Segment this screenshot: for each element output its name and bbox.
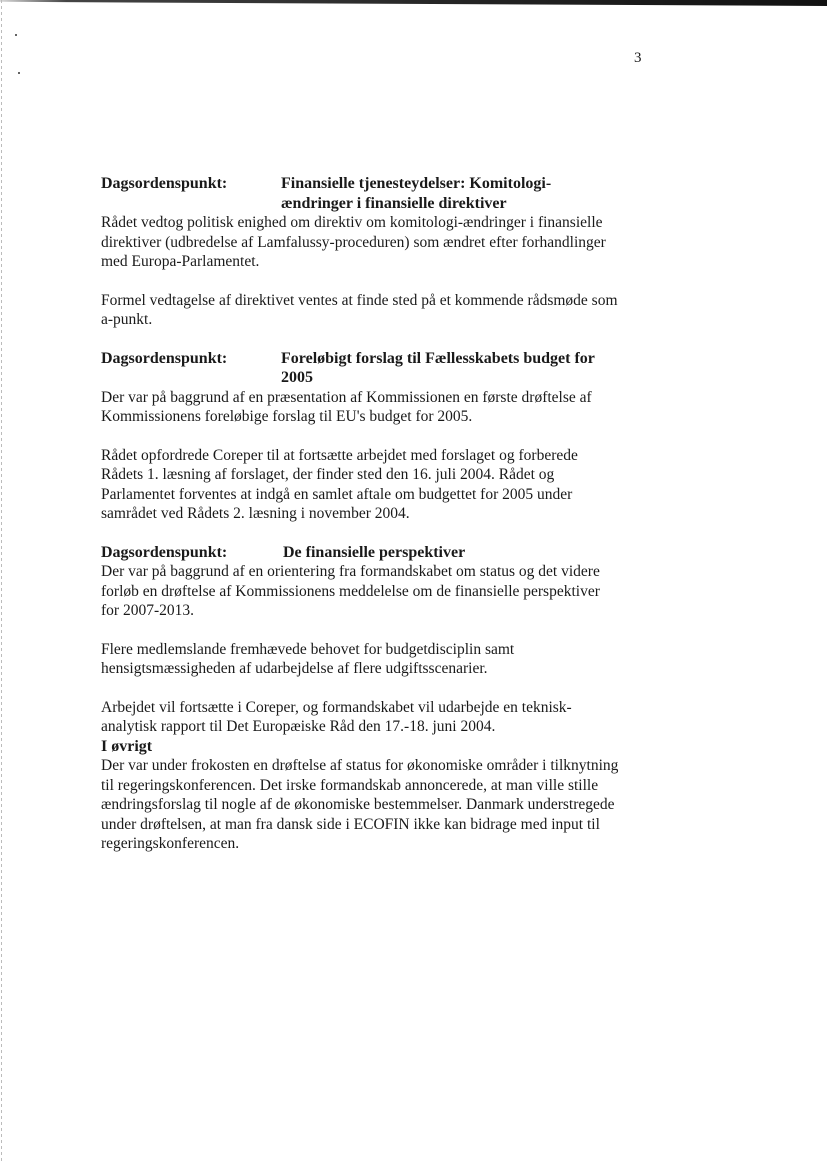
paragraph: Der var på baggrund af en orientering fra formandskabet om status og det videre forløb en drøftelse af Kommissionens meddelelse om de finansielle perspektiver for 2007-2013. [101, 563, 600, 619]
agenda-item-title: Foreløbigt forslag til Fællesskabets budget for 2005 [281, 349, 595, 386]
agenda-item-header [101, 543, 621, 563]
agenda-item-header [101, 174, 621, 213]
paragraph: Der var under frokosten en drøftelse af status for økonomiske områder i tilknytning til regeringskonferencen. Det irske formandskab annoncerede, at man ville stille ændringsforslag til nogle af de økonomiske bestemmelser. Danmark understregede under drøftelsen, at man fra dansk side i ECOFIN ikke kan bidrage med input til regeringskonferencen. [101, 757, 619, 852]
agenda-item-title: Finansielle tjenesteydelser: Komitologi-ændringer i finansielle direktiver [281, 175, 552, 212]
scan-speck [18, 72, 20, 74]
document-body [101, 174, 621, 854]
agenda-item-label: Dagsordenspunkt: [101, 175, 228, 192]
section-heading-other: I øvrigt [101, 737, 153, 755]
agenda-item-title: De finansielle perspektiver [283, 543, 466, 561]
agenda-item-label: Dagsordenspunkt: [101, 543, 228, 561]
paragraph: Formel vedtagelse af direktivet ventes at finde sted på et kommende rådsmøde som a-punkt. [101, 291, 618, 328]
scan-top-edge [0, 0, 827, 6]
page-number: 3 [634, 50, 642, 66]
paragraph: Rådet opfordrede Coreper til at fortsætte arbejdet med forslaget og forberede Rådets 1. læsning af forslaget, der finder sted den 16. juli 2004. Rådet og Parlamentet forventes at indgå en samlet aftale om budgettet for 2005 under samrådet ved Rådets 2. læsning i november 2004. [101, 446, 578, 522]
paragraph: Der var på baggrund af en præsentation af Kommissionen en første drøftelse af Kommissionens foreløbige forslag til EU's budget for 2005. [101, 388, 592, 425]
scan-left-edge [1, 0, 2, 1163]
paragraph: Rådet vedtog politisk enighed om direktiv om komitologi-ændringer i finansielle direktiver (udbredelse af Lamfalussy-proceduren) som ændret efter forhandlinger med Europa-Parlamentet. [101, 214, 606, 270]
paragraph: Flere medlemslande fremhævede behovet for budgetdisciplin samt hensigtsmæssigheden af udarbejdelse af flere udgiftsscenarier. [101, 640, 515, 677]
scan-speck [15, 34, 17, 36]
agenda-item-label: Dagsordenspunkt: [101, 349, 228, 367]
agenda-item-header [101, 349, 621, 388]
paragraph: Arbejdet vil fortsætte i Coreper, og formandskabet vil udarbejde en teknisk-analytisk rapport til Det Europæiske Råd den 17.-18. juni 2004. [101, 698, 572, 735]
